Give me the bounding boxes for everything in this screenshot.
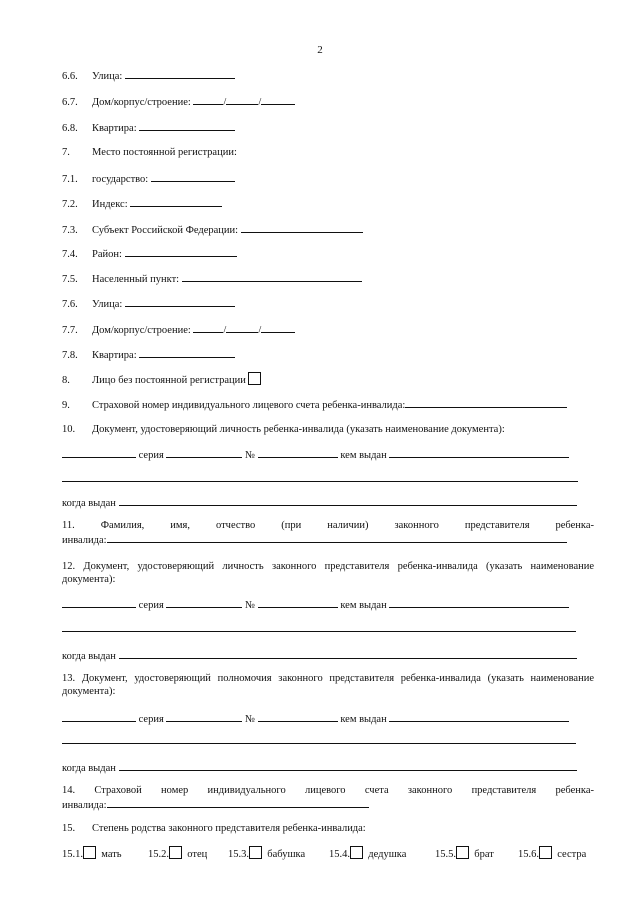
country-input[interactable]	[151, 171, 235, 182]
representative-name-input[interactable]	[107, 532, 567, 543]
field-label: Квартира:	[92, 350, 137, 361]
rep-doc-issued-when-input[interactable]	[119, 648, 577, 659]
auth-doc-row	[62, 711, 569, 726]
field-label: Дом/корпус/строение:	[92, 97, 191, 108]
reg-house-input[interactable]	[193, 322, 223, 333]
child-doc-type-input[interactable]	[62, 447, 136, 458]
auth-doc-issued-by-input[interactable]	[389, 711, 569, 722]
auth-doc-issued-when-input[interactable]	[119, 760, 577, 771]
relation-number: 15.5.	[435, 849, 456, 860]
field-reg-street	[62, 296, 235, 311]
field-reg-apartment	[62, 347, 235, 362]
relation-label: дедушка	[368, 849, 407, 860]
rep-doc-number-input[interactable]	[258, 597, 338, 608]
issued-by-label: кем выдан	[340, 600, 387, 611]
item-number: 13.	[62, 673, 76, 684]
auth-doc-series-input[interactable]	[166, 711, 242, 722]
item-number: 12.	[62, 561, 76, 572]
item-number: 8.	[62, 375, 70, 386]
section-label: Место постоянной регистрации:	[92, 147, 237, 158]
item-number: 7.2.	[62, 199, 78, 210]
section-label-cont: документа):	[62, 686, 116, 697]
issued-by-label: кем выдан	[340, 714, 387, 725]
auth-doc-extra-line[interactable]	[62, 743, 576, 744]
house-input[interactable]	[193, 94, 223, 105]
section-child-id-document	[62, 423, 505, 436]
page-number: 2	[317, 44, 323, 56]
rep-doc-extra-line[interactable]	[62, 631, 576, 632]
postal-index-input[interactable]	[130, 196, 222, 207]
child-doc-number-input[interactable]	[258, 447, 338, 458]
item-number: 7.1.	[62, 174, 78, 185]
relation-option-grandmother[interactable]	[228, 846, 305, 860]
field-postal-index	[62, 196, 222, 211]
field-settlement	[62, 271, 362, 286]
field-label: Квартира:	[92, 123, 137, 134]
separator: /	[223, 97, 227, 108]
child-snils-input[interactable]	[405, 397, 567, 408]
relation-label: бабушка	[267, 849, 306, 860]
item-number: 11.	[62, 520, 75, 531]
field-district	[62, 246, 237, 261]
item-number: 15.	[62, 823, 76, 834]
number-label: №	[245, 450, 256, 461]
field-reg-house	[62, 322, 295, 337]
item-number: 7.	[62, 147, 70, 158]
relation-number: 15.3.	[228, 849, 249, 860]
child-doc-row	[62, 447, 569, 462]
field-no-registration	[62, 372, 261, 387]
child-doc-issued-when-input[interactable]	[119, 495, 577, 506]
item-number: 7.8.	[62, 350, 78, 361]
grandfather-checkbox[interactable]	[350, 846, 363, 859]
settlement-input[interactable]	[182, 271, 362, 282]
separator: /	[223, 325, 227, 336]
representative-snils-input[interactable]	[107, 797, 369, 808]
child-doc-issued-when-row	[62, 495, 577, 510]
field-label: Лицо без постоянной регистрации	[92, 375, 246, 386]
district-input[interactable]	[125, 246, 237, 257]
relation-option-mother[interactable]	[62, 846, 122, 860]
field-label: Дом/корпус/строение:	[92, 325, 191, 336]
child-doc-issued-by-input[interactable]	[389, 447, 569, 458]
relation-option-sister[interactable]	[518, 846, 586, 860]
auth-doc-number-input[interactable]	[258, 711, 338, 722]
section-representative-snils	[62, 784, 594, 812]
relation-option-brother[interactable]	[435, 846, 494, 860]
rep-doc-type-input[interactable]	[62, 597, 136, 608]
item-number: 7.7.	[62, 325, 78, 336]
reg-apartment-input[interactable]	[139, 347, 235, 358]
no-registration-checkbox[interactable]	[248, 372, 261, 385]
section-label: Документ, удостоверяющий полномочия законного представителя ребенка-инвалида (указать наименование	[81, 673, 594, 684]
issued-when-label: когда выдан	[62, 498, 116, 509]
item-number: 7.6.	[62, 299, 78, 310]
field-federal-subject	[62, 222, 363, 237]
relation-option-father[interactable]	[148, 846, 207, 860]
field-label: Район:	[92, 249, 122, 260]
section-representative-authority-document	[62, 672, 594, 698]
number-label: №	[245, 600, 256, 611]
father-checkbox[interactable]	[169, 846, 182, 859]
mother-checkbox[interactable]	[83, 846, 96, 859]
relation-label: мать	[101, 849, 122, 860]
item-number: 6.7.	[62, 97, 78, 108]
series-label: серия	[138, 714, 164, 725]
item-number: 6.6.	[62, 71, 78, 82]
street-input[interactable]	[125, 68, 235, 79]
child-doc-extra-line[interactable]	[62, 481, 578, 482]
relation-option-grandfather[interactable]	[329, 846, 406, 860]
issued-when-label: когда выдан	[62, 763, 116, 774]
field-label: Индекс:	[92, 199, 128, 210]
sister-checkbox[interactable]	[539, 846, 552, 859]
field-street	[62, 68, 235, 83]
section-label-cont: инвалида:	[62, 535, 107, 546]
field-label: Страховой номер индивидуального лицевого счета ребенка-инвалида:	[92, 400, 406, 411]
grandmother-checkbox[interactable]	[249, 846, 262, 859]
section-relationship	[62, 822, 366, 835]
child-doc-series-input[interactable]	[166, 447, 242, 458]
series-label: серия	[138, 600, 164, 611]
section-representative-id-document	[62, 560, 594, 586]
reg-structure-input[interactable]	[261, 322, 295, 333]
separator: /	[258, 97, 262, 108]
auth-doc-type-input[interactable]	[62, 711, 136, 722]
series-label: серия	[138, 450, 164, 461]
field-label: Улица:	[92, 71, 123, 82]
field-apartment	[62, 120, 235, 135]
apartment-input[interactable]	[139, 120, 235, 131]
section-label: Фамилия, имя, отчество (при наличии) законного представителя ребенка-	[100, 520, 595, 531]
section-label: Степень родства законного представителя ребенка-инвалида:	[92, 823, 366, 834]
relation-number: 15.6.	[518, 849, 539, 860]
structure-input[interactable]	[261, 94, 295, 105]
rep-doc-issued-when-row	[62, 648, 577, 663]
field-label: Населенный пункт:	[92, 274, 180, 285]
relation-number: 15.1.	[62, 849, 83, 860]
item-number: 7.3.	[62, 225, 78, 236]
item-number: 6.8.	[62, 123, 78, 134]
item-number: 14.	[62, 785, 76, 796]
relation-label: сестра	[557, 849, 587, 860]
relation-label: отец	[187, 849, 208, 860]
relation-number: 15.4.	[329, 849, 350, 860]
section-label: Документ, удостоверяющий личность законного представителя ребенка-инвалида (указать наименование	[83, 561, 595, 572]
brother-checkbox[interactable]	[456, 846, 469, 859]
reg-street-input[interactable]	[125, 296, 235, 307]
rep-doc-series-input[interactable]	[166, 597, 242, 608]
separator: /	[258, 325, 262, 336]
field-label: Субъект Российской Федерации:	[92, 225, 239, 236]
federal-subject-input[interactable]	[241, 222, 363, 233]
reg-building-input[interactable]	[226, 322, 258, 333]
item-number: 9.	[62, 400, 70, 411]
issued-by-label: кем выдан	[340, 450, 387, 461]
section-label: Страховой номер индивидуального лицевого счета законного представителя ребенка-	[94, 785, 595, 796]
section-representative-name	[62, 519, 594, 547]
relation-label: брат	[474, 849, 494, 860]
item-number: 10.	[62, 424, 76, 435]
rep-doc-issued-by-input[interactable]	[389, 597, 569, 608]
number-label: №	[245, 714, 256, 725]
section-label-cont: инвалида:	[62, 800, 107, 811]
issued-when-label: когда выдан	[62, 651, 116, 662]
field-label: государство:	[92, 174, 149, 185]
section-label-cont: документа):	[62, 574, 116, 585]
section-registration	[62, 146, 237, 159]
field-country	[62, 171, 235, 186]
item-number: 7.5.	[62, 274, 78, 285]
rep-doc-row	[62, 597, 569, 612]
field-child-snils	[62, 397, 567, 412]
auth-doc-issued-when-row	[62, 760, 577, 775]
item-number: 7.4.	[62, 249, 78, 260]
relation-number: 15.2.	[148, 849, 169, 860]
building-input[interactable]	[226, 94, 258, 105]
field-label: Улица:	[92, 299, 123, 310]
field-house	[62, 94, 295, 109]
section-label: Документ, удостоверяющий личность ребенка-инвалида (указать наименование документа):	[92, 424, 505, 435]
